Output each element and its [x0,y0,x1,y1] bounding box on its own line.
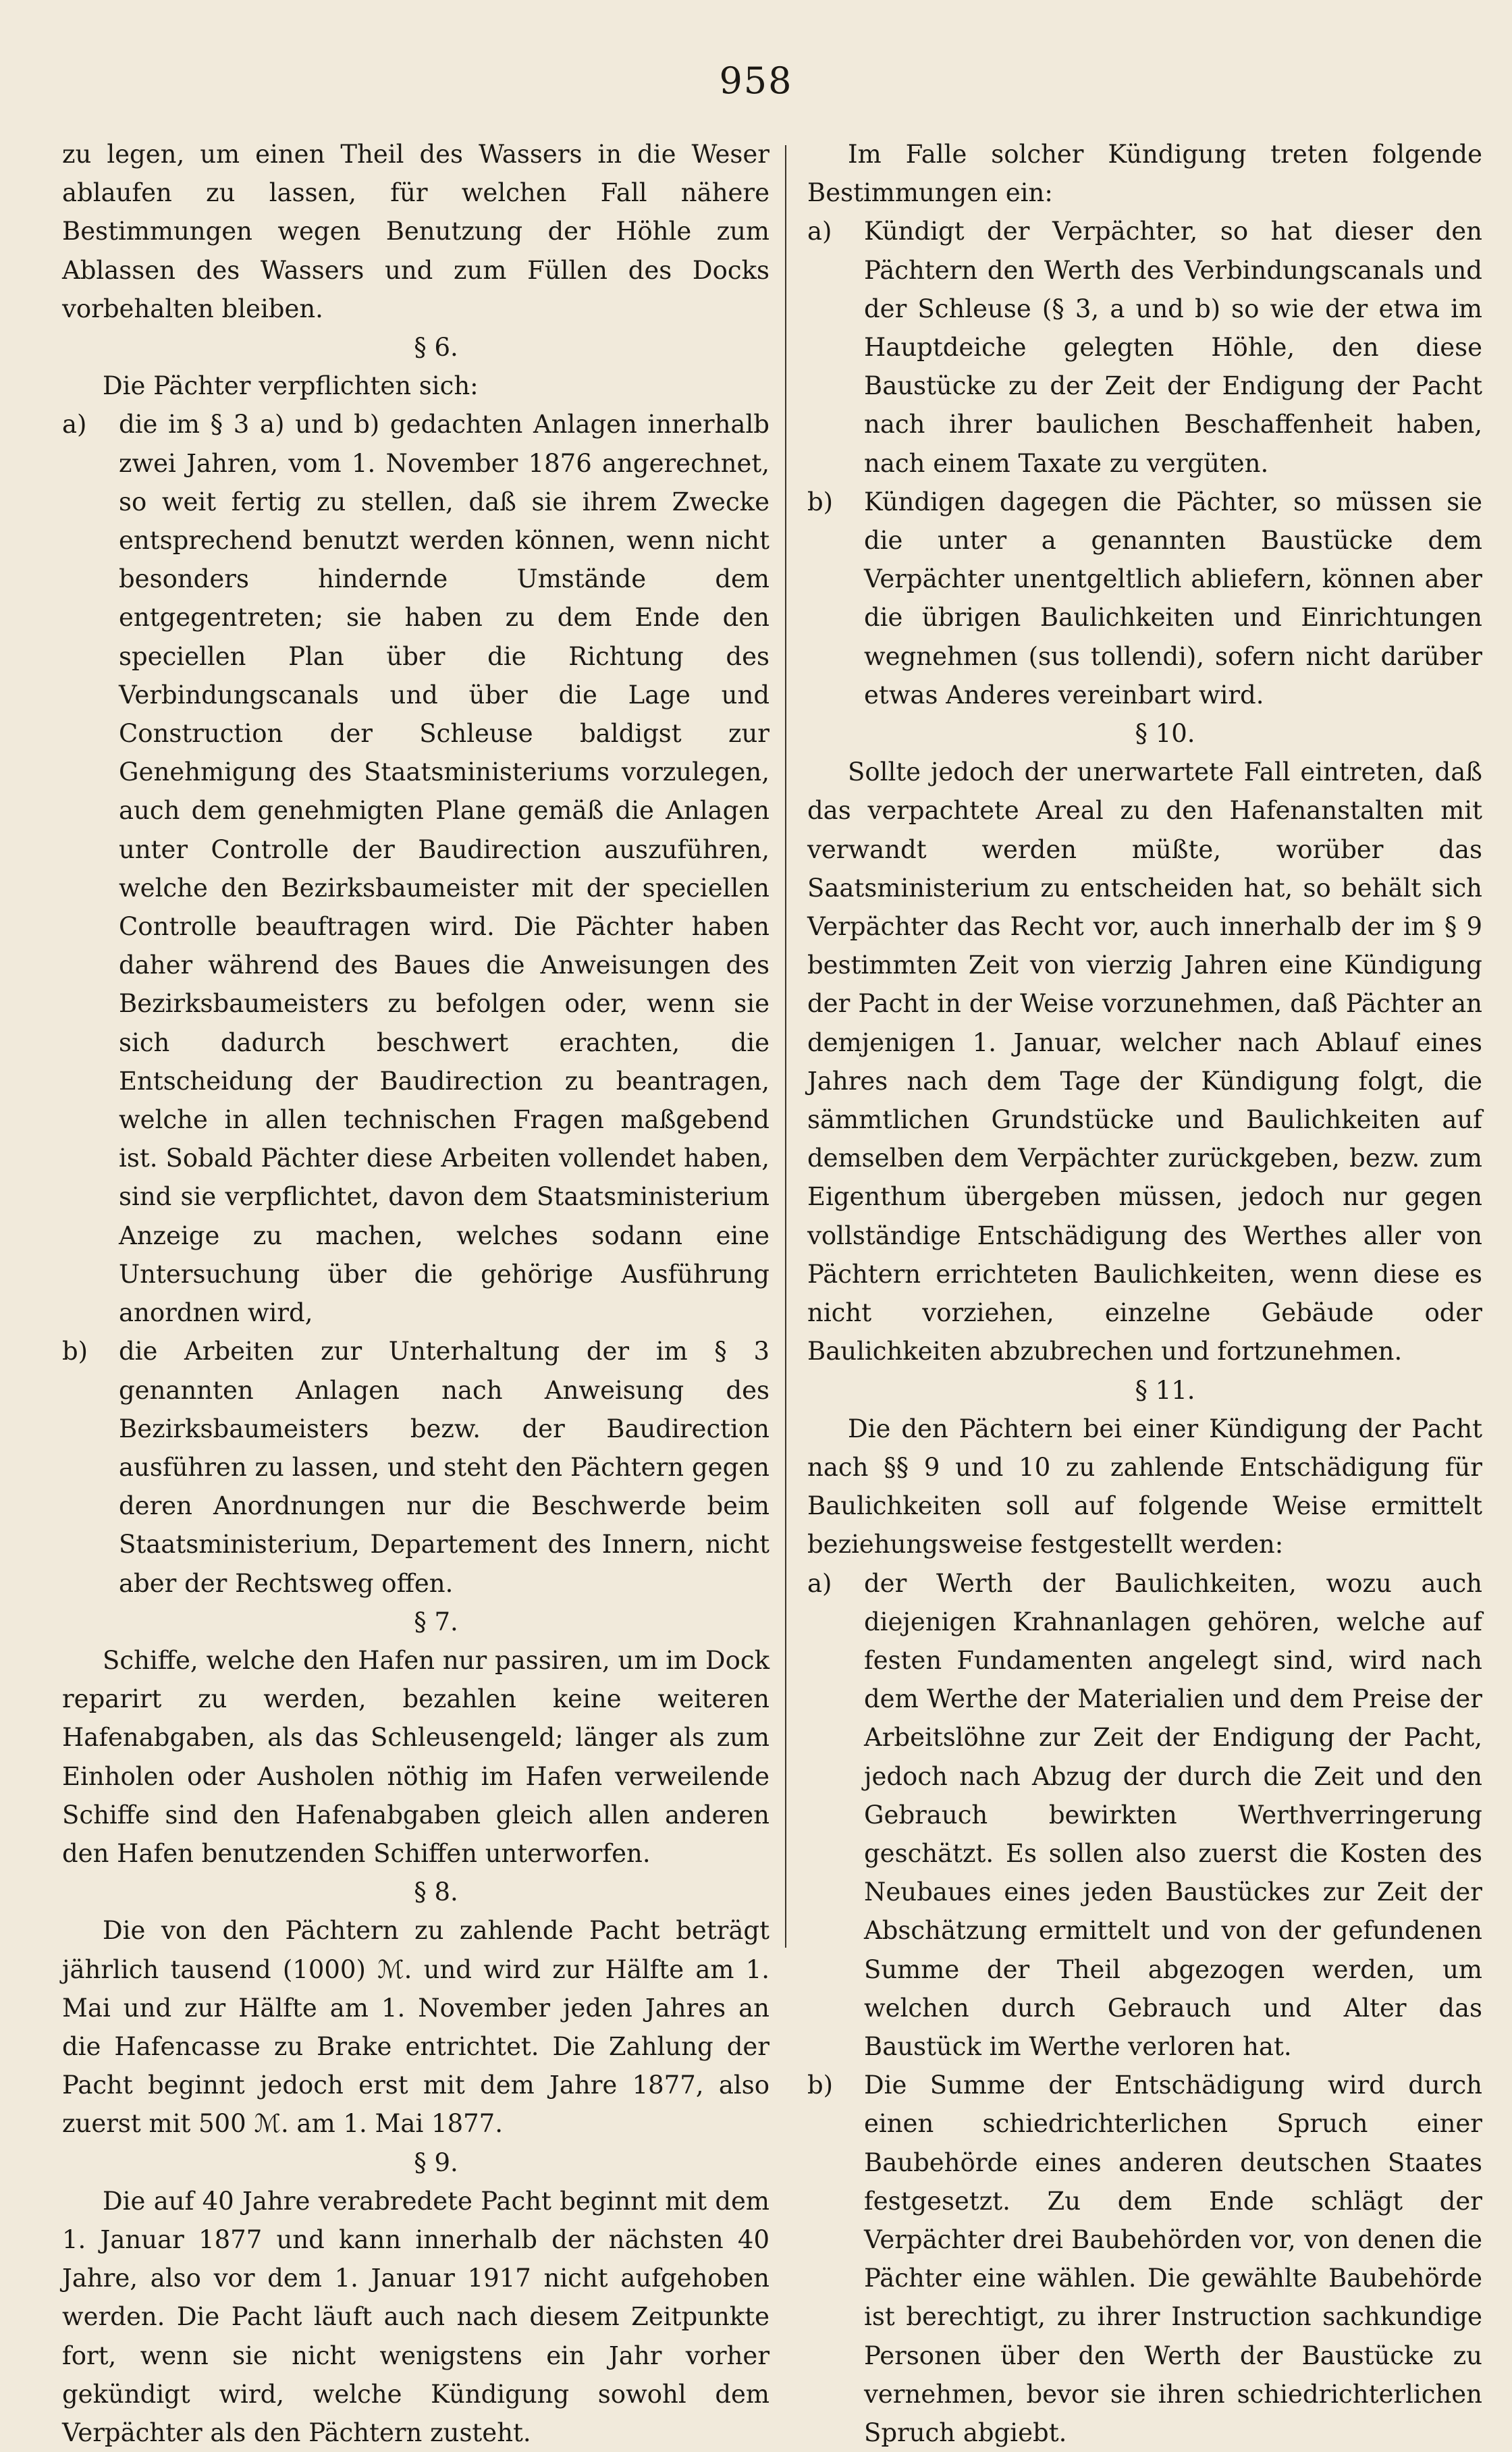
section-6-heading: § 6. [414,333,458,363]
section-11-heading: § 11. [1135,1375,1195,1405]
item-label: b) [807,2071,834,2100]
section-8-heading: § 8. [414,1877,458,1907]
section-8-text: Die von den Pächtern zu zahlende Pacht beträgt jährlich tausend (1000) ℳ. und wird zur Hälfte am 1. Mai und zur Hälfte am 1. November jeden Jahres an die Hafencasse zu Brake entrichtet. Die Zahlung der Pacht beginnt jedoch erst mit dem Jahre 1877, also zuerst mit 500 ℳ. am 1. Mai 1877. [62,1916,770,2139]
item-text: Kündigt der Verpächter, so hat dieser den Pächtern den Werth des Verbindungscanals und der Schleuse (§ 3, a und b) so wie der etwa im Hauptdeiche gelegten Höhle, den diese Baustücke zu der Zeit der Endigung der Pacht nach ihrer baulichen Beschaffenheit haben, nach einem Taxate zu vergüten. [864,217,1482,478]
column-divider [785,145,786,1948]
section-9-continued-intro: Im Falle solcher Kündigung treten folgende Bestimmungen ein: [807,140,1482,208]
section-11-item-a [807,1564,1482,2067]
item-label: a) [62,410,87,439]
item-text: die im § 3 a) und b) gedachten Anlagen innerhalb zwei Jahren, vom 1. November 1876 angerechnet, so weit fertig zu stellen, daß sie ihrem Zwecke entsprechend benutzt werden können, wenn nicht besonders hindernde Umstände dem entgegentreten; sie haben zu dem Ende den speciellen Plan über die Richtung des Verbindungscanals und über die Lage und Construction der Schleuse baldigst zur Genehmigung des Staatsministeriums vorzulegen, auch dem genehmigten Plane gemäß die Anlagen unter Controlle der Baudirection auszuführen, welche den Bezirksbaumeister mit der speciellen Controlle beauftragen wird. Die Pächter haben daher während des Baues die Anweisungen des Bezirksbaumeisters zu befolgen oder, wenn sie sich dadurch beschwert erachten, die Entscheidung der Baudirection zu beantragen, welche in allen technischen Fragen maßgebend ist. Sobald Pächter diese Arbeiten vollendet haben, sind sie verpflichtet, davon dem Staatsministerium Anzeige zu machen, welches sodann eine Untersuchung über die gehörige Ausführung anordnen wird, [119,410,770,1328]
section-11-intro: Die den Pächtern bei einer Kündigung der Pacht nach §§ 9 und 10 zu zahlende Entschädigung für Baulichkeiten soll auf folgende Weise ermittelt beziehungsweise festgestellt werden: [807,1414,1482,1560]
item-label: b) [807,487,834,516]
item-text: Die Summe der Entschädigung wird durch einen schiedrichterlichen Spruch einer Baubehörde eines anderen deutschen Staates festgesetzt. Zu dem Ende schlägt der Verpächter drei Baubehörden vor, von denen die Pächter eine wählen. Die gewählte Baubehörde ist berechtigt, zu ihrer Instruction sachkundige Personen über den Werth der Baustücke zu vernehmen, bevor sie ihren schiedrichterlichen Spruch abgiebt. [864,2071,1482,2447]
section-7-heading: § 7. [414,1607,458,1636]
item-label: a) [807,217,832,246]
section-9-item-b [807,483,1482,714]
page-number: 958 [719,59,793,102]
section-6-intro: Die Pächter verpflichten sich: [103,371,479,401]
section-10-heading: § 10. [1135,719,1195,749]
section-10-text: Sollte jedoch der unerwartete Fall eintreten, daß das verpachtete Areal zu den Hafenanstalten mit verwandt werden müßte, worüber das Saatsministerium zu entscheiden hat, so behält sich Verpächter das Recht vor, auch innerhalb der im § 9 bestimmten Zeit von vierzig Jahren eine Kündigung der Pacht in der Weise vorzunehmen, daß Pächter an demjenigen 1. Januar, welcher nach Ablauf eines Jahres nach dem Tage der Kündigung folgt, die sämmtlichen Grundstücke und Baulichkeiten auf demselben dem Verpächter zurückgeben, bezw. zum Eigenthum übergeben müssen, jedoch nur gegen vollständige Entschädigung des Werthes aller von Pächtern errichteten Baulichkeiten, wenn diese es nicht vorziehen, einzelne Gebäude oder Baulichkeiten abzubrechen und fortzunehmen. [807,757,1482,1366]
section-9-heading: § 9. [414,2148,458,2177]
section-7-text: Schiffe, welche den Hafen nur passiren, um im Dock reparirt zu werden, bezahlen keine weiteren Hafenabgaben, als das Schleusengeld; länger als zum Einholen oder Ausholen nöthig im Hafen verweilende Schiffe sind den Hafenabgaben gleich allen anderen den Hafen benutzenden Schiffen unterworfen. [62,1645,770,1868]
section-11-item-b [807,2066,1482,2452]
right-column [807,135,1482,2452]
opening-paragraph: zu legen, um einen Theil des Wassers in die Weser ablaufen zu lassen, für welchen Fall nähere Bestimmungen wegen Benutzung der Höhle zum Ablassen des Wassers und zum Füllen des Docks vorbehalten bleiben. [62,140,770,323]
section-6-item-b [62,1332,770,1602]
left-column [62,135,770,2452]
item-label: a) [807,1568,832,1598]
section-9-item-a [807,212,1482,482]
section-9-text: Die auf 40 Jahre verabredete Pacht beginnt mit dem 1. Januar 1877 und kann innerhalb der nächsten 40 Jahre, also vor dem 1. Januar 1917 nicht aufgehoben werden. Die Pacht läuft auch nach diesem Zeitpunkte fort, wenn sie nicht wenigstens ein Jahr vorher gekündigt wird, welche Kündigung sowohl dem Verpächter als den Pächtern zusteht. [62,2186,770,2447]
item-text: die Arbeiten zur Unterhaltung der im § 3 genannten Anlagen nach Anweisung des Bezirksbaumeisters bezw. der Baudirection ausführen zu lassen, und steht den Pächtern gegen deren Anordnungen nur die Beschwerde beim Staatsministerium, Departement des Innern, nicht aber der Rechtsweg offen. [119,1337,770,1598]
item-label: b) [62,1337,88,1366]
item-text: Kündigen dagegen die Pächter, so müssen sie die unter a genannten Baustücke dem Verpächter unentgeltlich abliefern, können aber die übrigen Baulichkeiten und Einrichtungen wegnehmen (sus tollendi), sofern nicht darüber etwas Anderes vereinbart wird. [864,487,1482,710]
section-6-item-a [62,405,770,1332]
item-text: der Werth der Baulichkeiten, wozu auch diejenigen Krahnanlagen gehören, welche auf festen Fundamenten angelegt sind, wird nach dem Werthe der Materialien und dem Preise der Arbeitslöhne zur Zeit der Endigung der Pacht, jedoch nach Abzug der durch die Zeit und den Gebrauch bewirkten Werthverringerung geschätzt. Es sollen also zuerst die Kosten des Neubaues eines jeden Baustückes zur Zeit der Abschätzung ermittelt und von der gefundenen Summe der Theil abgezogen werden, um welchen durch Gebrauch und Alter das Baustück im Werthe verloren hat. [864,1568,1482,2061]
